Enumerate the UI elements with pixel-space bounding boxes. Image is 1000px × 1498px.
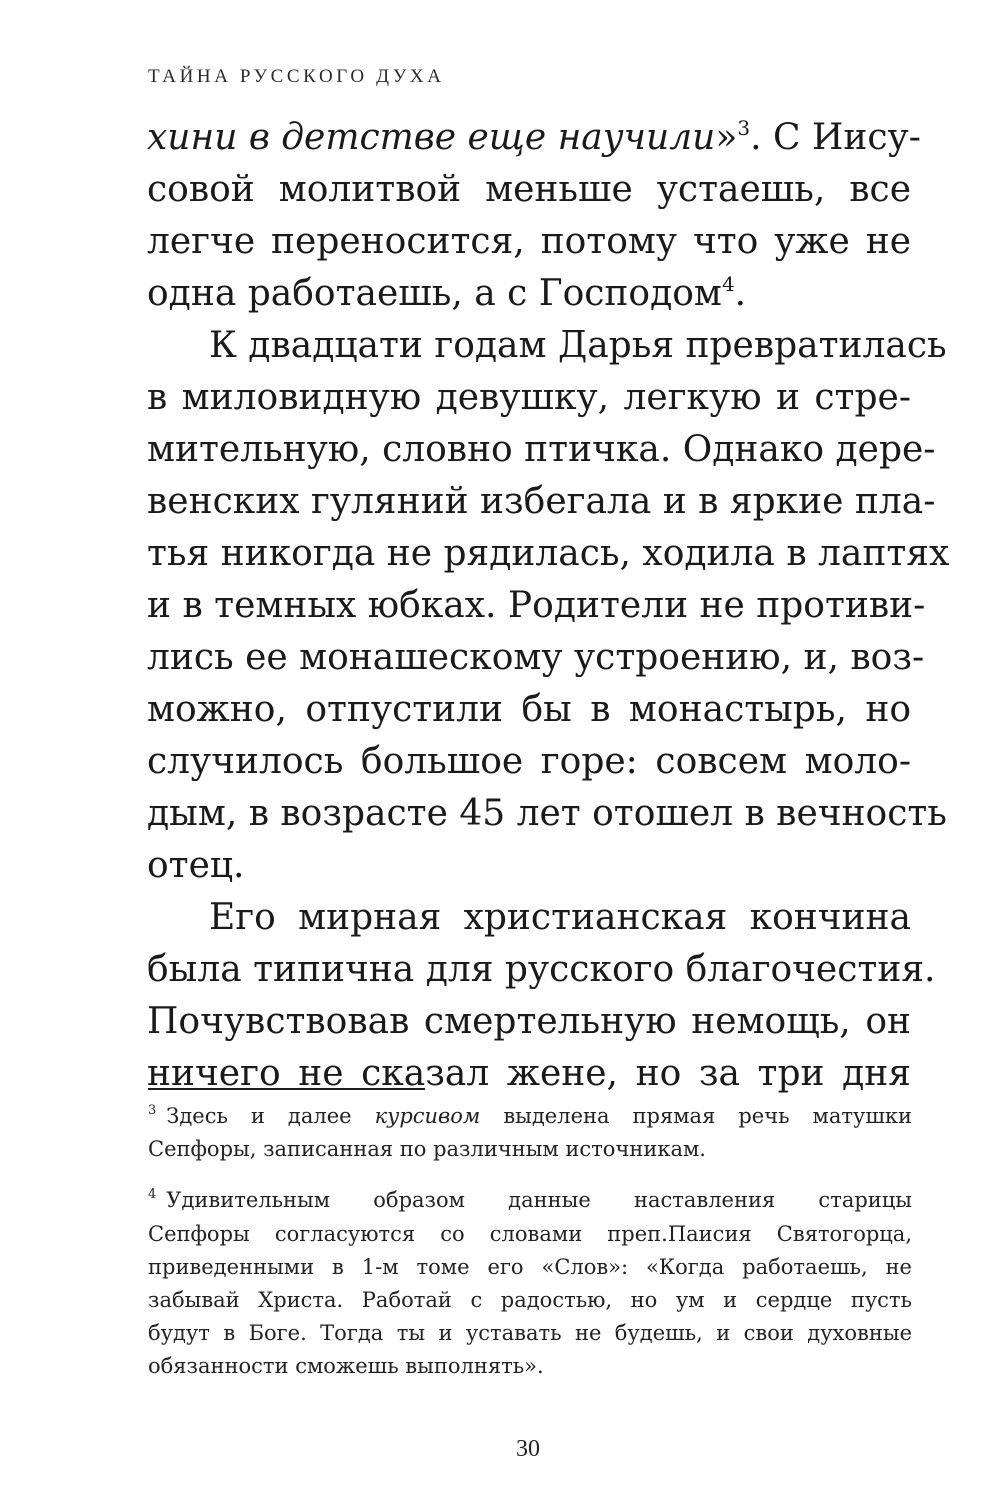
footnote-line: $^3$ Здесь и далее курсивом выделена прямая речь матушки — [148, 1103, 912, 1128]
text-line: Почувствовав смертельную немощь, он — [147, 1001, 911, 1042]
text-line: хини в детстве еще научили»$^3$. С Иису- — [147, 116, 921, 158]
footnote-ref-3[interactable]: 3 — [737, 116, 751, 140]
text-line: и в темных юбках. Родители не противи- — [147, 585, 926, 626]
footnote-line: обязанности сможешь выполнять». — [148, 1354, 544, 1379]
text-line: мительную, словно птичка. Однако дере- — [147, 429, 936, 470]
footnote-line: будут в Боге. Тогда ты и уставать не будешь, и свои духовные — [148, 1321, 912, 1346]
footnote-4 — [148, 1184, 912, 1383]
text-line: отец. — [147, 845, 245, 886]
footnote-mark: 3 — [148, 1103, 157, 1118]
footnote-line: Сепфоры, записанная по различным источникам. — [148, 1137, 706, 1162]
footnote-ref-4[interactable]: 4 — [721, 272, 735, 296]
italic-word: курсивом — [374, 1104, 481, 1128]
text-line: тья никогда не рядилась, ходила в лаптях — [147, 533, 950, 574]
text-line: ничего не сказал жене, но за три дня — [147, 1053, 911, 1094]
text-line: была типична для русского благочестия. — [147, 949, 936, 990]
text-line: в миловидную девушку, легкую и стре- — [147, 377, 911, 418]
text-line: одна работаешь, а с Господом$^4$. — [147, 272, 747, 314]
footnote-mark: 4 — [148, 1187, 157, 1203]
footnote-line: $^4$ Удивительным образом данные наставления старицы — [148, 1187, 912, 1213]
text-line: легче переносится, потому что уже не — [147, 221, 911, 262]
footnote-3 — [148, 1100, 912, 1166]
page-number: 30 — [516, 1436, 540, 1462]
footnotes-section — [148, 1100, 912, 1384]
text-line: можно, отпустили бы в монастырь, но — [147, 689, 911, 730]
text-line: совой молитвой меньше устаешь, все — [147, 169, 911, 210]
footnote-line: приведенными в 1-м томе его «Слов»: «Когда работаешь, не — [148, 1254, 912, 1279]
footnote-line: забывай Христа. Работай с радостью, но ум и сердце пусть — [148, 1288, 912, 1313]
footnote-divider — [148, 1088, 425, 1090]
text-line: венских гуляний избегала и в яркие пла- — [147, 481, 936, 522]
text-line: случилось большое горе: совсем моло- — [147, 741, 911, 782]
main-text — [147, 112, 950, 1100]
text-line: К двадцати годам Дарья превратилась — [209, 325, 947, 366]
running-header: ТАЙНА РУССКОГО ДУХА — [148, 66, 445, 87]
text-line: дым, в возрасте 45 лет отошел в вечность — [147, 793, 947, 834]
text-line: лись ее монашескому устроению, и, воз- — [147, 637, 925, 678]
text-line: Его мирная христианская кончина — [209, 897, 911, 938]
footnote-line: Сепфоры согласуются со словами преп.Паисия Святогорца, — [148, 1221, 912, 1246]
italic-quote: хини в детстве еще научили — [147, 117, 716, 158]
